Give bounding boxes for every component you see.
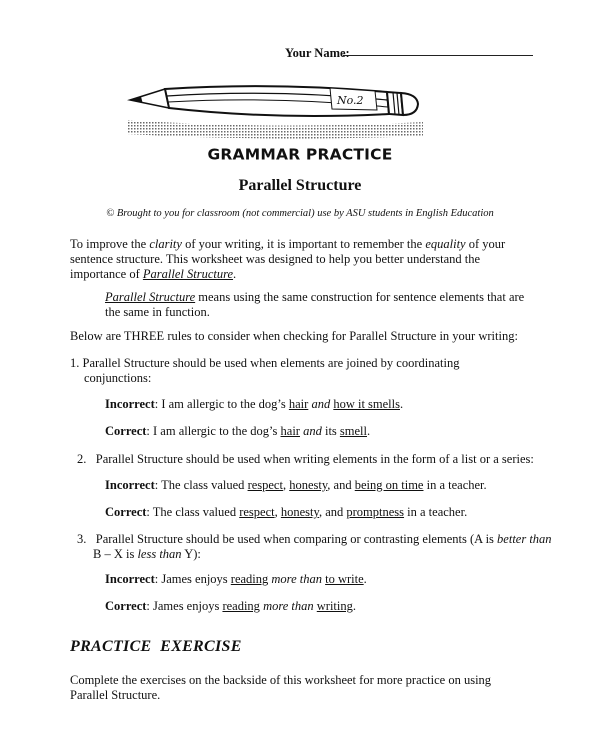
pencil-icon: [125, 80, 425, 142]
rules-intro: Below are THREE rules to consider when checking for Parallel Structure in your writing:: [70, 329, 518, 343]
practice-exercise-heading: PRACTICE EXERCISE: [70, 638, 242, 655]
rule-3: 3. Parallel Structure should be used when comparing or contrasting elements (A is better than B – X is less than Y):: [77, 532, 552, 561]
rule-2: 2. Parallel Structure should be used when writing elements in the form of a list or a series:: [77, 452, 534, 466]
practice-exercise-text: Complete the exercises on the backside of this worksheet for more practice on using Parallel Structure.: [70, 673, 492, 702]
your-name-line: [343, 55, 533, 56]
pencil-label: No.2: [337, 94, 364, 107]
rule-1: 1. Parallel Structure should be used when elements are joined by coordinating conjunctions:: [70, 356, 460, 385]
rule-3-incorrect: Incorrect: James enjoys reading more than to write.: [105, 572, 367, 586]
intro-paragraph: To improve the clarity of your writing, it is important to remember the equality of your sentence structure. This worksheet was designed to help you better understand the importance of Parallel Structure.: [70, 237, 506, 281]
page-title: Parallel Structure: [238, 177, 362, 194]
credit-line: © Brought to you for classroom (not commercial) use by ASU students in English Education: [106, 208, 494, 219]
rule-2-correct: Correct: The class valued respect, honesty, and promptness in a teacher.: [105, 505, 468, 519]
rule-1-incorrect: Incorrect: I am allergic to the dog’s hair and how it smells.: [105, 397, 404, 411]
definition-paragraph: Parallel Structure means using the same construction for sentence elements that are the same in function.: [105, 290, 525, 319]
grammar-practice-banner: GRAMMAR PRACTICE: [207, 146, 393, 164]
rule-3-correct: Correct: James enjoys reading more than writing.: [105, 599, 356, 613]
rule-2-incorrect: Incorrect: The class valued respect, honesty, and being on time in a teacher.: [105, 478, 487, 492]
your-name-label: Your Name:: [285, 46, 350, 60]
rule-1-correct: Correct: I am allergic to the dog’s hair and its smell.: [105, 424, 371, 438]
